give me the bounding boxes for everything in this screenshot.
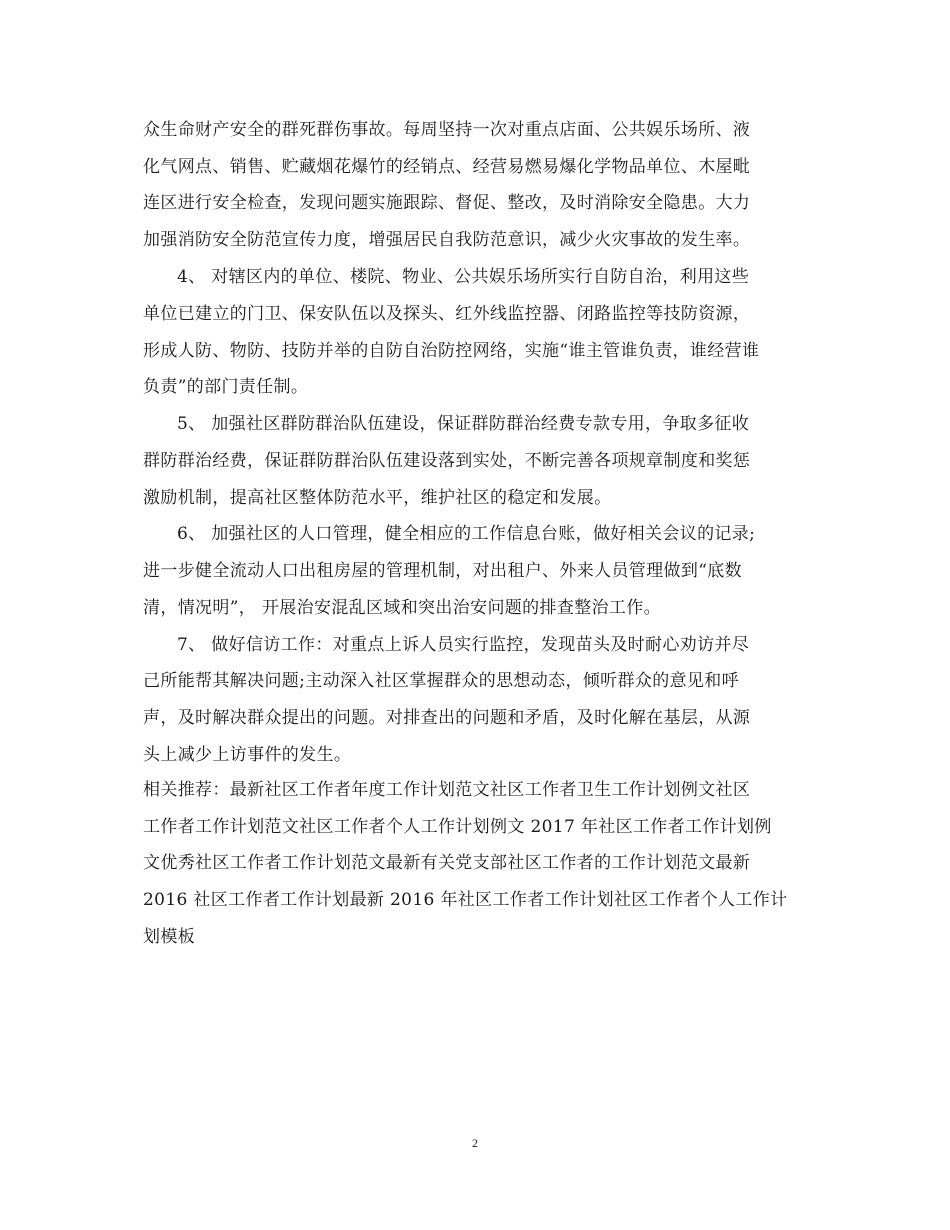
text-line: 加强消防安全防范宣传力度，增强居民自我防范意识，减少火灾事故的发生率。 — [143, 230, 751, 250]
text-line: 激励机制，提高社区整体防范水平，维护社区的稳定和发展。 — [143, 488, 612, 508]
page-number: 2 — [472, 1136, 478, 1150]
text-line: 化气网点、销售、贮藏烟花爆竹的经销点、经营易燃易爆化学物品单位、木屋毗 — [143, 157, 751, 177]
text-line: 文优秀社区工作者工作计划范文最新有关党支部社区工作者的工作计划范文最新 — [143, 853, 751, 873]
text-line: 声，及时解决群众提出的问题。对排查出的问题和矛盾，及时化解在基层，从源 — [143, 708, 751, 728]
text-line: 单位已建立的门卫、保安队伍以及探头、红外线监控器、闭路监控等技防资源， — [143, 304, 751, 324]
text-line: 众生命财产安全的群死群伤事故。每周坚持一次对重点店面、公共娱乐场所、液 — [143, 120, 751, 140]
text-line: 7、 做好信访工作：对重点上诉人员实行监控，发现苗头及时耐心劝访并尽 — [177, 635, 750, 655]
text-line: 形成人防、物防、技防并举的自防自治防控网络，实施“谁主管谁负责，谁经营谁 — [143, 341, 760, 361]
text-line: 进一步健全流动人口出租房屋的管理机制，对出租户、外来人员管理做到“底数 — [143, 561, 742, 581]
text-line: 相关推荐：最新社区工作者年度工作计划范文社区工作者卫生工作计划例文社区 — [143, 780, 751, 800]
text-line: 己所能帮其解决问题;主动深入社区掌握群众的思想动态，倾听群众的意见和呼 — [143, 671, 739, 691]
text-line: 负责”的部门责任制。 — [143, 377, 309, 397]
text-line: 划模板 — [143, 927, 196, 947]
text-line: 6、 加强社区的人口管理，健全相应的工作信息台账，做好相关会议的记录; — [177, 524, 756, 544]
text-line: 连区进行安全检查，发现问题实施跟踪、督促、整改，及时消除安全隐患。大力 — [143, 193, 751, 213]
text-line: 5、 加强社区群防群治队伍建设，保证群防群治经费专款专用，争取多征收 — [177, 414, 750, 434]
text-line: 工作者工作计划范文社区工作者个人工作计划例文 2017 年社区工作者工作计划例 — [143, 817, 772, 837]
text-line: 2016 社区工作者工作计划最新 2016 年社区工作者工作计划社区工作者个人工作计 — [143, 890, 788, 910]
text-line: 4、 对辖区内的单位、楼院、物业、公共娱乐场所实行自防自治，利用这些 — [177, 267, 750, 287]
text-line: 头上减少上访事件的发生。 — [143, 745, 352, 765]
text-line: 群防群治经费，保证群防群治队伍建设落到实处，不断完善各项规章制度和奖惩 — [143, 451, 751, 471]
text-line: 清，情况明”， 开展治安混乱区域和突出治安问题的排查整治工作。 — [143, 598, 661, 618]
